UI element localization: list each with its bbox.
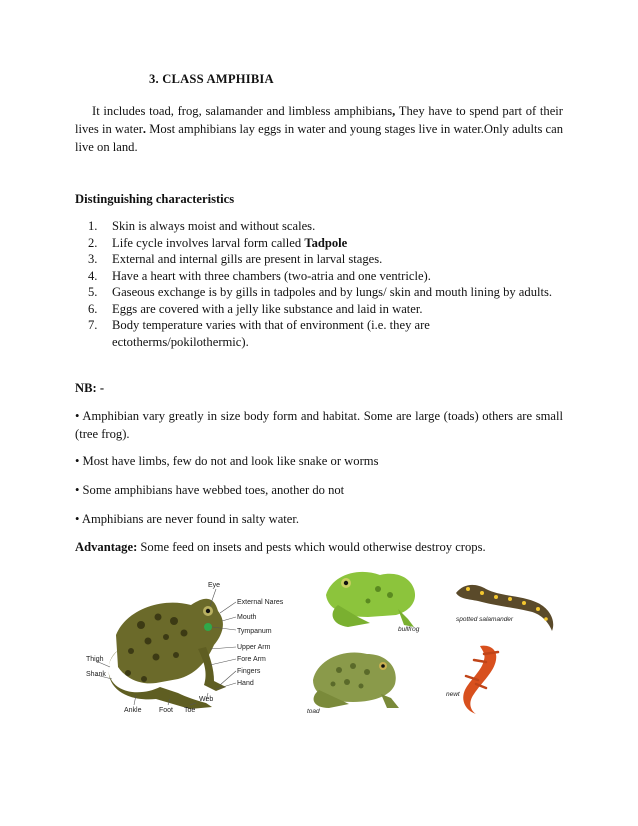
label-fore-arm: Fore Arm (237, 656, 266, 663)
section-title: 3. CLASS AMPHIBIA (149, 72, 274, 86)
spotted-salamander-caption: spotted salamander (456, 616, 514, 623)
characteristics-heading: Distinguishing characteristics (75, 192, 235, 206)
list-item: 5. Gaseous exchange is by gills in tadpoles and by lungs/ skin and mouth lining by adults. (88, 285, 553, 299)
advantage-label: Advantage: (75, 540, 138, 554)
tadpole-term: Tadpole (304, 235, 348, 250)
spotted-salamander-figure (452, 575, 562, 635)
nb-point-2: • Most have limbs, few do not and look like snake or worms (75, 454, 379, 468)
characteristics-list (88, 218, 558, 350)
list-item: 3. External and internal gills are present in larval stages. (88, 252, 383, 266)
intro-text-3: Most amphibians lay eggs in water and young stages live in water.Only adults can live on land. (75, 122, 563, 154)
intro-text-1: It includes toad, frog, salamander and limbless amphibians (92, 104, 393, 118)
label-fingers: Fingers (237, 668, 261, 675)
intro-paragraph (75, 102, 563, 156)
advantage-line (75, 540, 486, 555)
newt-figure (440, 640, 510, 715)
list-item: 2. Life cycle involves larval form called Tadpole (88, 235, 348, 250)
nb-point-3: • Some amphibians have webbed toes, another do not (75, 483, 345, 497)
advantage-text: Some feed on insets and pests which would otherwise destroy crops. (137, 540, 486, 554)
label-tympanum: Tympanum (237, 628, 272, 635)
newt-caption: newt (446, 691, 460, 698)
nb-point-1: • Amphibian vary greatly in size body form and habitat. Some are large (toads) others are small (tree frog). (75, 409, 563, 441)
intro-bold-period: . (142, 122, 147, 136)
list-item: 7. Body temperature varies with that of environment (i.e. they are ectotherms/pokilothermic). (88, 318, 430, 349)
label-thigh: Thigh (86, 656, 104, 663)
label-eye: Eye (208, 582, 221, 589)
label-hand: Hand (237, 680, 254, 687)
list-item: 1. Skin is always moist and without scales. (88, 219, 316, 233)
label-toe: Toe (184, 707, 196, 714)
label-upper-arm: Upper Arm (237, 644, 271, 651)
list-item: 4. Have a heart with three chambers (two-atria and one ventricle). (88, 268, 431, 283)
intro-bold-comma: , (392, 104, 396, 118)
frog-anatomy-diagram (86, 575, 306, 720)
label-mouth: Mouth (237, 614, 257, 621)
toad-caption: toad (307, 708, 320, 715)
bullfrog-caption: bullfrog (398, 626, 420, 633)
nb-heading: NB: - (75, 381, 105, 395)
frog-illustration (108, 599, 226, 709)
toad-figure (303, 640, 413, 715)
label-foot: Foot (159, 707, 174, 714)
intro-text-2: They have to spend part of their lives in water (75, 104, 563, 136)
bullfrog-figure (318, 565, 438, 635)
label-ankle: Ankle (124, 707, 142, 714)
label-web: Web (199, 696, 214, 703)
label-external-nares: External Nares (237, 599, 284, 606)
label-shank: Shank (86, 671, 106, 678)
nb-point-4: • Amphibians are never found in salty water. (75, 512, 300, 526)
list-item: 6. Eggs are covered with a jelly like substance and laid in water. (88, 301, 423, 316)
